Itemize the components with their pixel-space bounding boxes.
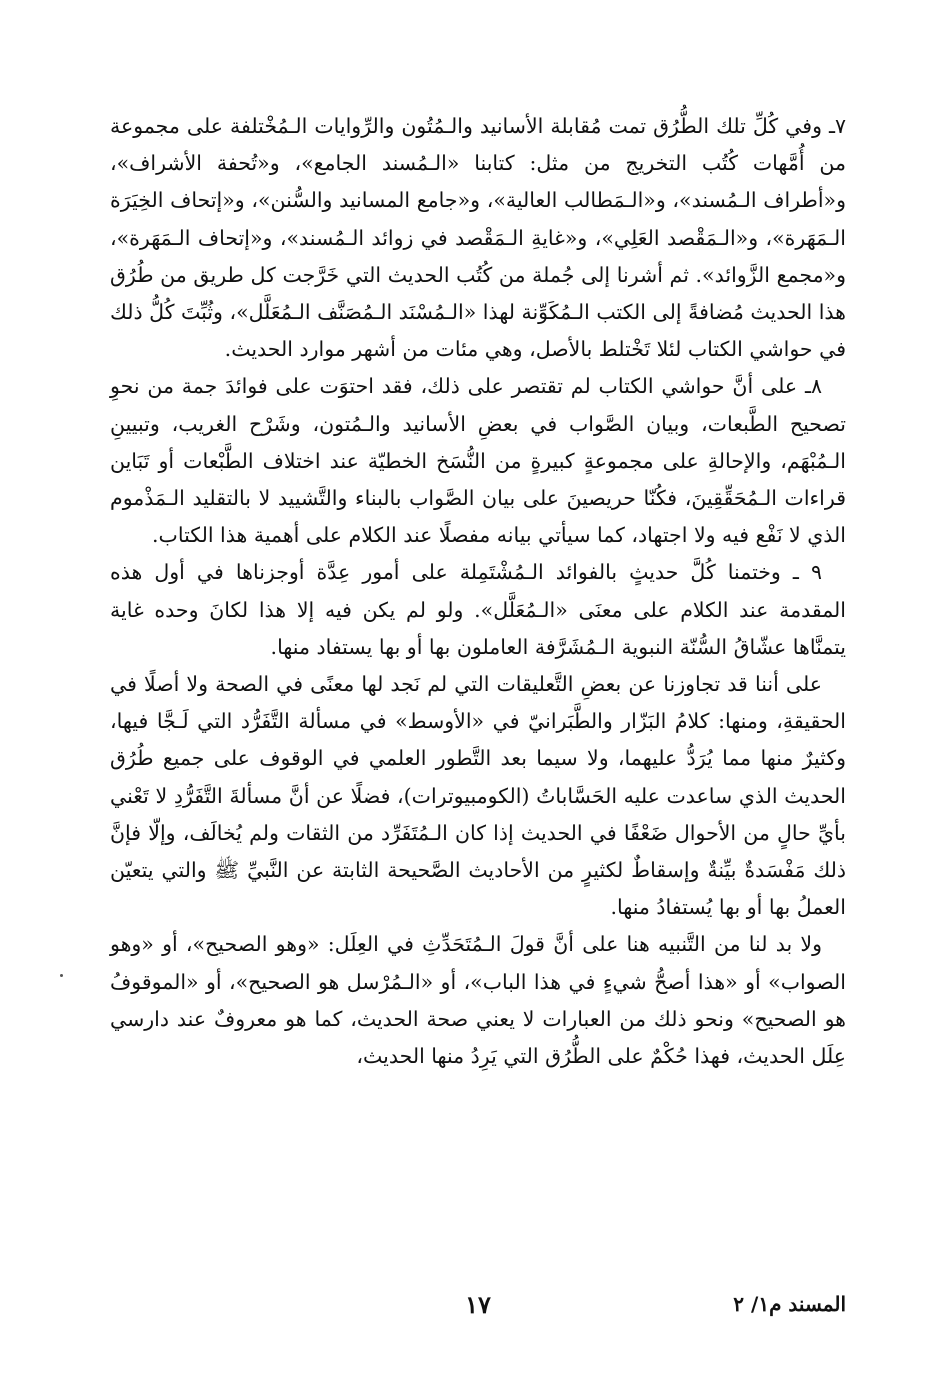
body-text <box>110 108 846 1075</box>
paragraph-7: ٧ـ وفي كُلِّ تلك الطُّرُق تمت مُقابلة الأسانيد والـمُتُون والرِّوايات الـمُخْتلفة على مجموعة من أُمَّهات كُتُب التخريج من مثل: كتابنا «الـمُسند الجامع»، و«تُحفة الأشراف»، و«أطراف الـمُسند»، و«الـمَطالب العالية»، و«جامع المسانيد والسُّنن»، و«إتحاف الخِيَرَة الـمَهَرة»، و«الـمَقْصد العَلِي»، و«غايةِ الـمَقْصد في زوائد الـمُسند»، و«إتحاف الـمَهَرة»، و«مجمع الزَّوائد». ثم أشرنا إلى جُملة من كُتُب الحديث التي خَرَّجت كل طريق من طُرُق هذا الحديث مُضافةً إلى الكتب الـمُكَوِّنة لهذا «الـمُسْنَد الـمُصَنَّف الـمُعَلَّل»، وثُبِّتَ كُلُّ ذلك في حواشي الكتاب لئلا تَخْتلط بالأصل، وهي مئات من أشهر موارد الحديث. <box>110 114 846 362</box>
paragraph-omitted-comments: على أننا قد تجاوزنا عن بعضِ التَّعليقات التي لم نَجد لها معنًى في الصحة ولا أصلًا في الحقيقةِ، ومنها: كلامُ البَزّار والطَّبَرانيّ في «الأوسط» في مسألة التَّفَرُّد التي لَـجَّا فيها، وكثيرٌ منها مما يُرَدُّ عليهما، ولا سيما بعد التَّطور العلمي في الوقوف على جميع طُرُق الحديث الذي ساعدت عليه الحَسَّاباتُ (الكومبيوترات)، فضلًا عن أنَّ مسألةَ التَّفَرُّدِ لا تَعْني بأيِّ حالٍ من الأحوال ضَعْفًا في الحديث إذا كان الـمُتَفَرِّد من الثقات ولم يُخالَف، وإلّا فإنَّ ذلك مَفْسَدةٌ بيِّنةٌ وإسقاطٌ لكثيرٍ من الأحاديث الصَّحيحة الثابتة عن النَّبيِّ ﷺ والتي يتعيّن العملُ بها أو بها يُستفادُ منها. <box>110 672 846 920</box>
paragraph-8: ٨ـ على أنَّ حواشي الكتاب لم تقتصر على ذلك، فقد احتوَت على فوائدَ جمة من نحوِ تصحيح الطَّبعات، وبيان الصَّواب في بعضِ الأسانيد والـمُتون، وشَرْح الغريب، وتبيينِ الـمُبْهَم، والإحالةِ على مجموعةٍ كبيرةٍ من النُّسَخ الخطيّة عند اختلاف الطَّبْعات أو تَبَاين قراءات الـمُحَقِّقِينَ، فكُنّا حريصينَ على بيان الصَّواب بالبناء والتَّشييد لا بالتقليد الـمَذْموم الذي لا نَفْع فيه ولا اجتهاد، كما سيأتي بيانه مفصلًا عند الكلام على أهمية هذا الكتاب. <box>110 374 846 548</box>
signature-reference: المسند م١/ ٢ <box>733 1292 846 1316</box>
page-number: ١٧ <box>465 1290 491 1319</box>
paragraph-9: ٩ ـ وختمنا كُلَّ حديثٍ بالفوائد الـمُشْتَمِلة على أمور عِدَّة أوجزناها في أول هذه المقدمة عند الكلام على معنَى «الـمُعَلَّل». ولو لم يكن فيه إلا هذا لكانَ وحده غاية يتمنَّاها عشّاقُ السُّنّة النبوية الـمُشَرَّفة العاملون بها أو بها يستفاد منها. <box>110 560 846 659</box>
scan-speck <box>60 974 63 977</box>
paragraph-note-terms: ولا بد لنا من التَّنبيه هنا على أنَّ قولَ الـمُتَحَدِّثِ في العِلَل: «وهو الصحيح»، أو «وهو الصواب» أو «هذا أصحُّ شيءٍ في هذا الباب»، أو «الـمُرْسل هو الصحيح»، أو «الموقوفُ هو الصحيح» ونحو ذلك من العبارات لا يعني صحة الحديث، كما هو معروفٌ عند دارسي عِلَل الحديث، فهذا حُكْمٌ على الطُّرُق التي يَرِدُ منها الحديث، <box>110 932 846 1069</box>
page-footer <box>110 1292 846 1332</box>
